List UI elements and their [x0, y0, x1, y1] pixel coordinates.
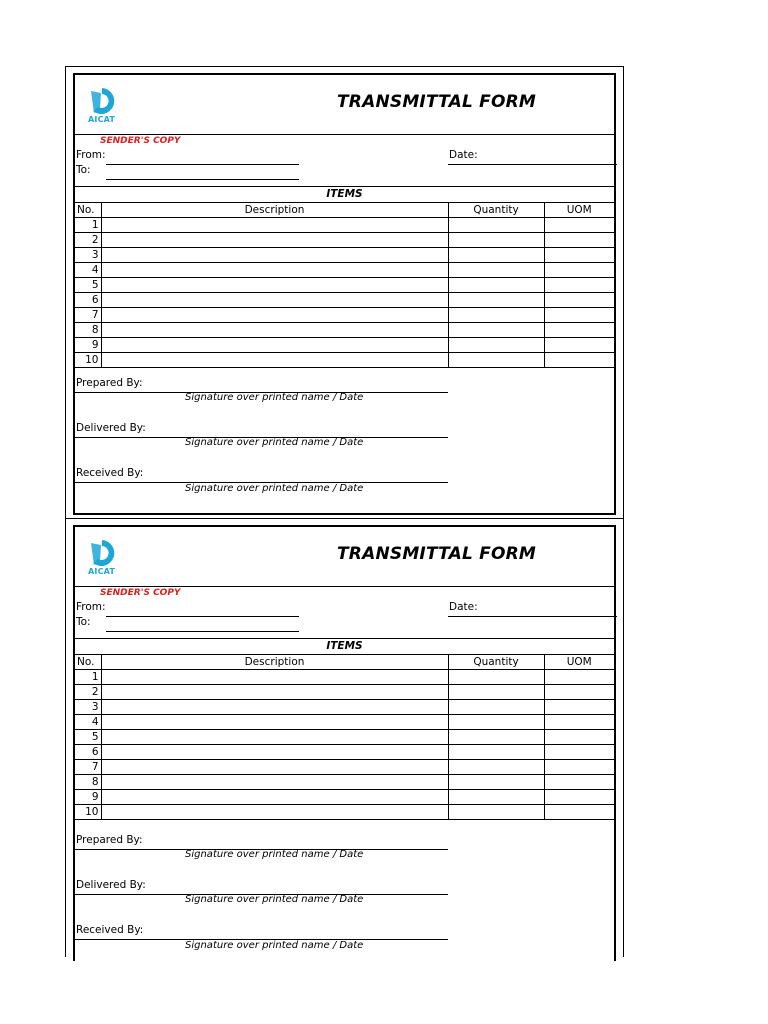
column-header-description: Description — [101, 655, 448, 670]
row-number: 4 — [75, 263, 101, 278]
row-number: 1 — [75, 670, 101, 685]
form-header — [75, 527, 614, 587]
uom-cell[interactable] — [544, 323, 614, 338]
description-cell[interactable] — [101, 715, 448, 730]
row-number: 4 — [75, 715, 101, 730]
quantity-cell[interactable] — [448, 353, 544, 368]
description-cell[interactable] — [101, 805, 448, 820]
quantity-cell[interactable] — [448, 760, 544, 775]
row-number: 3 — [75, 700, 101, 715]
transmittal-sheet-2 — [65, 518, 624, 957]
delivered-by-label: Delivered By: — [76, 879, 146, 891]
quantity-cell[interactable] — [448, 730, 544, 745]
quantity-cell[interactable] — [448, 278, 544, 293]
uom-cell[interactable] — [544, 278, 614, 293]
signature-caption: Signature over printed name / Date — [185, 849, 364, 860]
quantity-cell[interactable] — [448, 263, 544, 278]
table-row — [75, 338, 614, 353]
row-number: 8 — [75, 323, 101, 338]
signature-caption: Signature over printed name / Date — [185, 940, 364, 951]
prepared-by-signature-line[interactable] — [75, 379, 448, 393]
quantity-cell[interactable] — [448, 670, 544, 685]
quantity-cell[interactable] — [448, 775, 544, 790]
divider — [75, 638, 614, 639]
quantity-cell[interactable] — [448, 745, 544, 760]
transmittal-sheet-1 — [65, 66, 624, 519]
row-number: 7 — [75, 760, 101, 775]
description-cell[interactable] — [101, 730, 448, 745]
quantity-cell[interactable] — [448, 700, 544, 715]
description-cell[interactable] — [101, 353, 448, 368]
row-number: 2 — [75, 685, 101, 700]
table-row — [75, 715, 614, 730]
delivered-by-signature-line[interactable] — [75, 424, 448, 438]
table-row — [75, 775, 614, 790]
uom-cell[interactable] — [544, 338, 614, 353]
uom-cell[interactable] — [544, 805, 614, 820]
quantity-cell[interactable] — [448, 308, 544, 323]
table-row — [75, 730, 614, 745]
description-cell[interactable] — [101, 233, 448, 248]
row-number: 10 — [75, 353, 101, 368]
transmittal-form — [73, 525, 616, 961]
description-cell[interactable] — [101, 218, 448, 233]
description-cell[interactable] — [101, 760, 448, 775]
row-number: 6 — [75, 745, 101, 760]
table-row — [75, 790, 614, 805]
uom-cell[interactable] — [544, 700, 614, 715]
uom-cell[interactable] — [544, 293, 614, 308]
column-header-no: No. — [75, 203, 101, 218]
signature-caption: Signature over printed name / Date — [185, 483, 364, 494]
table-row — [75, 293, 614, 308]
description-cell[interactable] — [101, 790, 448, 805]
table-row — [75, 745, 614, 760]
table-row — [75, 248, 614, 263]
form-title: TRANSMITTAL FORM — [337, 544, 536, 564]
table-row — [75, 670, 614, 685]
quantity-cell[interactable] — [448, 805, 544, 820]
table-row — [75, 233, 614, 248]
table-row — [75, 308, 614, 323]
table-row — [75, 685, 614, 700]
description-cell[interactable] — [101, 685, 448, 700]
from-label: From: — [76, 149, 106, 161]
prepared-by-label: Prepared By: — [76, 834, 143, 846]
items-table — [75, 654, 614, 820]
column-header-quantity: Quantity — [448, 655, 544, 670]
description-cell[interactable] — [101, 248, 448, 263]
table-row — [75, 700, 614, 715]
received-by-signature-line[interactable] — [75, 926, 448, 940]
items-heading: ITEMS — [326, 188, 363, 200]
to-label: To: — [76, 616, 91, 628]
prepared-by-signature-line[interactable] — [75, 836, 448, 850]
column-header-uom: UOM — [544, 655, 614, 670]
quantity-cell[interactable] — [448, 293, 544, 308]
row-number: 9 — [75, 338, 101, 353]
quantity-cell[interactable] — [448, 338, 544, 353]
uom-cell[interactable] — [544, 308, 614, 323]
description-cell[interactable] — [101, 308, 448, 323]
description-cell[interactable] — [101, 263, 448, 278]
table-header-row — [75, 203, 614, 218]
row-number: 5 — [75, 278, 101, 293]
logo-text: AICAT — [88, 567, 116, 576]
table-header-row — [75, 655, 614, 670]
prepared-by-label: Prepared By: — [76, 377, 143, 389]
column-header-uom: UOM — [544, 203, 614, 218]
uom-cell[interactable] — [544, 775, 614, 790]
table-row — [75, 805, 614, 820]
column-header-description: Description — [101, 203, 448, 218]
date-label: Date: — [449, 149, 478, 161]
transmittal-form — [73, 73, 616, 515]
uom-cell[interactable] — [544, 760, 614, 775]
table-row — [75, 218, 614, 233]
row-number: 10 — [75, 805, 101, 820]
copy-label: SENDER'S COPY — [100, 588, 181, 598]
uom-cell[interactable] — [544, 790, 614, 805]
description-cell[interactable] — [101, 745, 448, 760]
uom-cell[interactable] — [544, 685, 614, 700]
items-table — [75, 202, 614, 368]
row-number: 1 — [75, 218, 101, 233]
from-field[interactable] — [106, 151, 299, 165]
uom-cell[interactable] — [544, 745, 614, 760]
delivered-by-label: Delivered By: — [76, 422, 146, 434]
quantity-cell[interactable] — [448, 248, 544, 263]
divider — [75, 186, 614, 187]
received-by-label: Received By: — [76, 467, 144, 479]
table-row — [75, 353, 614, 368]
to-field[interactable] — [106, 619, 299, 632]
signature-caption: Signature over printed name / Date — [185, 894, 364, 905]
date-label: Date: — [449, 601, 478, 613]
row-number: 2 — [75, 233, 101, 248]
form-header — [75, 75, 614, 135]
uom-cell[interactable] — [544, 353, 614, 368]
uom-cell[interactable] — [544, 715, 614, 730]
description-cell[interactable] — [101, 670, 448, 685]
row-number: 6 — [75, 293, 101, 308]
quantity-cell[interactable] — [448, 218, 544, 233]
row-number: 7 — [75, 308, 101, 323]
uom-cell[interactable] — [544, 218, 614, 233]
description-cell[interactable] — [101, 775, 448, 790]
uom-cell[interactable] — [544, 248, 614, 263]
copy-label: SENDER'S COPY — [100, 136, 181, 146]
from-label: From: — [76, 601, 106, 613]
row-number: 5 — [75, 730, 101, 745]
quantity-cell[interactable] — [448, 685, 544, 700]
quantity-cell[interactable] — [448, 715, 544, 730]
table-row — [75, 263, 614, 278]
row-number: 3 — [75, 248, 101, 263]
description-cell[interactable] — [101, 278, 448, 293]
uom-cell[interactable] — [544, 263, 614, 278]
delivered-by-signature-line[interactable] — [75, 881, 448, 895]
row-number: 9 — [75, 790, 101, 805]
date-field[interactable] — [448, 603, 617, 617]
received-by-label: Received By: — [76, 924, 144, 936]
table-row — [75, 760, 614, 775]
items-heading: ITEMS — [326, 640, 363, 652]
signature-caption: Signature over printed name / Date — [185, 437, 364, 448]
uom-cell[interactable] — [544, 730, 614, 745]
description-cell[interactable] — [101, 338, 448, 353]
uom-cell[interactable] — [544, 670, 614, 685]
quantity-cell[interactable] — [448, 233, 544, 248]
logo-text: AICAT — [88, 115, 116, 124]
description-cell[interactable] — [101, 293, 448, 308]
description-cell[interactable] — [101, 700, 448, 715]
form-title: TRANSMITTAL FORM — [337, 92, 536, 112]
from-field[interactable] — [106, 603, 299, 617]
quantity-cell[interactable] — [448, 323, 544, 338]
description-cell[interactable] — [101, 323, 448, 338]
to-field[interactable] — [106, 167, 299, 180]
column-header-no: No. — [75, 655, 101, 670]
table-row — [75, 323, 614, 338]
uom-cell[interactable] — [544, 233, 614, 248]
table-row — [75, 278, 614, 293]
row-number: 8 — [75, 775, 101, 790]
to-label: To: — [76, 164, 91, 176]
date-field[interactable] — [448, 151, 617, 165]
quantity-cell[interactable] — [448, 790, 544, 805]
column-header-quantity: Quantity — [448, 203, 544, 218]
signature-caption: Signature over printed name / Date — [185, 392, 364, 403]
received-by-signature-line[interactable] — [75, 469, 448, 483]
